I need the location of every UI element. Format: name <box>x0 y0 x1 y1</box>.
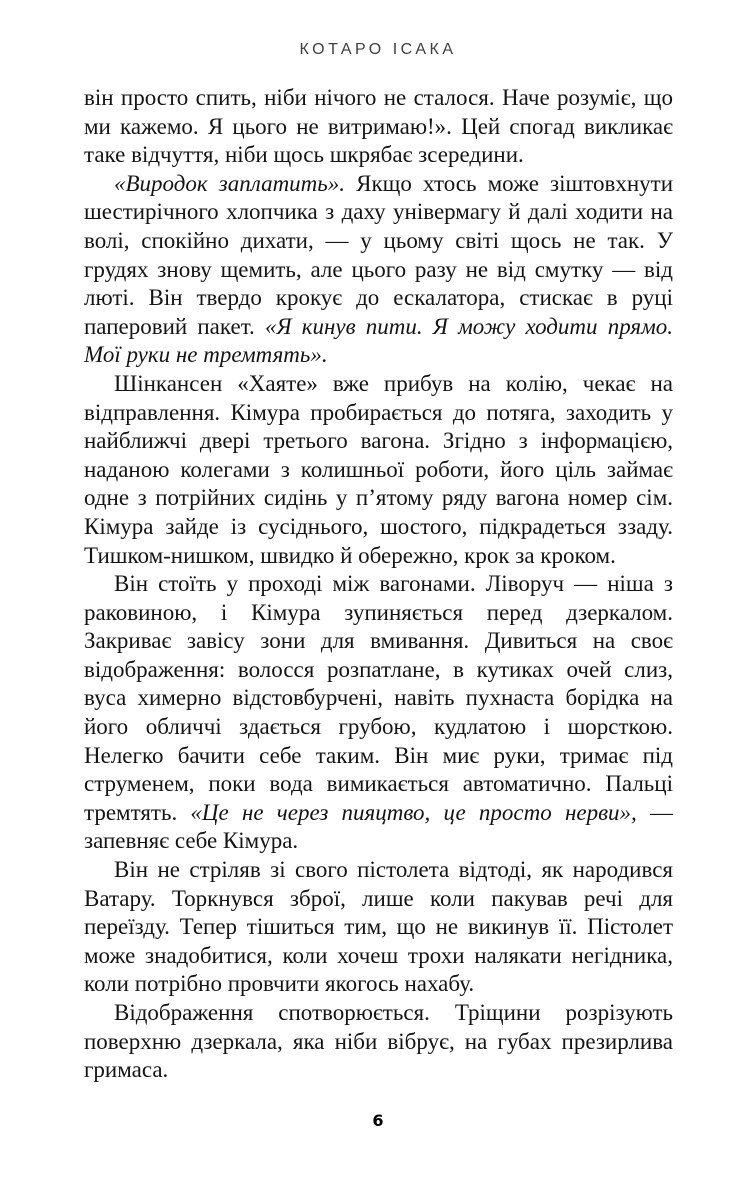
text-segment: він просто спить, ніби нічого не сталося. Наче розуміє, що ми кажемо. Я цього не витримаю!». Цей спогад викликає таке відчуття, ніби щось шкрябає зсередини. <box>84 85 673 168</box>
italic-text: «Це не через пияцтво, це просто нерви», <box>190 799 637 825</box>
paragraph <box>84 370 673 570</box>
body-text <box>84 84 673 1085</box>
running-header: КОТАРО ІСАКА <box>299 41 457 58</box>
text-segment: Шінкансен «Хаяте» вже прибув на колію, чекає на відправлення. Кімура пробирається до потяга, заходить у найближчі двері третього вагона. Згідно з інформацією, наданою колегами з колишньої роботи, його ціль займає одне з потрійних сидінь у п’ятому ряду вагона номер сім. Кімура зайде із сусіднього, шостого, підкрадеться ззаду. Тишком-нишком, швидко й обережно, крок за кроком. <box>84 370 673 568</box>
text-segment: — запевняє себе Кімура. <box>84 799 674 854</box>
paragraph <box>84 570 673 856</box>
paragraph <box>84 999 673 1085</box>
paragraph <box>84 170 673 370</box>
italic-text: «Я кинув пити. Я можу ходити прямо. Мої руки не тремтять». <box>84 313 674 368</box>
paragraph <box>84 856 673 999</box>
text-segment: Він не стріляв зі свого пістолета відтоді, як народився Ватару. Торкнувся зброї, лише коли пакував речі для переїзду. Тепер тішиться тим, що не викинув її. Пістолет може знадобитися, коли хочеш трохи налякати негідника, коли потрібно провчити якогось нахабу. <box>84 857 673 997</box>
page-number: 6 <box>372 1111 384 1130</box>
text-segment: Він стоїть у проході між вагонами. Ліворуч — ніша з раковиною, і Кімура зупиняється перед дзеркалом. Закриває завісу зони для вмивання. Дивиться на своє відображення: волосся розпатлане, в кутиках очей слиз, вуса химерно відстовбурчені, навіть пухнаста борідка на його обличчі здається грубою, кудлатою і шорсткою. Нелегко бачити себе таким. Він миє руки, тримає під струменем, поки вода вимикається автоматично. Пальці тремтять. <box>84 571 673 825</box>
paragraph <box>84 84 673 170</box>
italic-text: «Виродок заплатить». <box>114 170 346 196</box>
text-segment: Відображення спотворюється. Тріщини розрізують поверхню дзеркала, яка ніби вібрує, на губах презирлива гримаса. <box>84 1000 673 1083</box>
text-segment: Якщо хтось може зіштовхнути шестирічного хлопчика з даху універмагу й далі ходити на волі, спокійно дихати, — у цьому світі щось не так. У грудях знову щемить, але цього разу не від смутку — від люті. Він твердо крокує до ескалатора, стискає в руці паперовий пакет. <box>84 170 674 339</box>
